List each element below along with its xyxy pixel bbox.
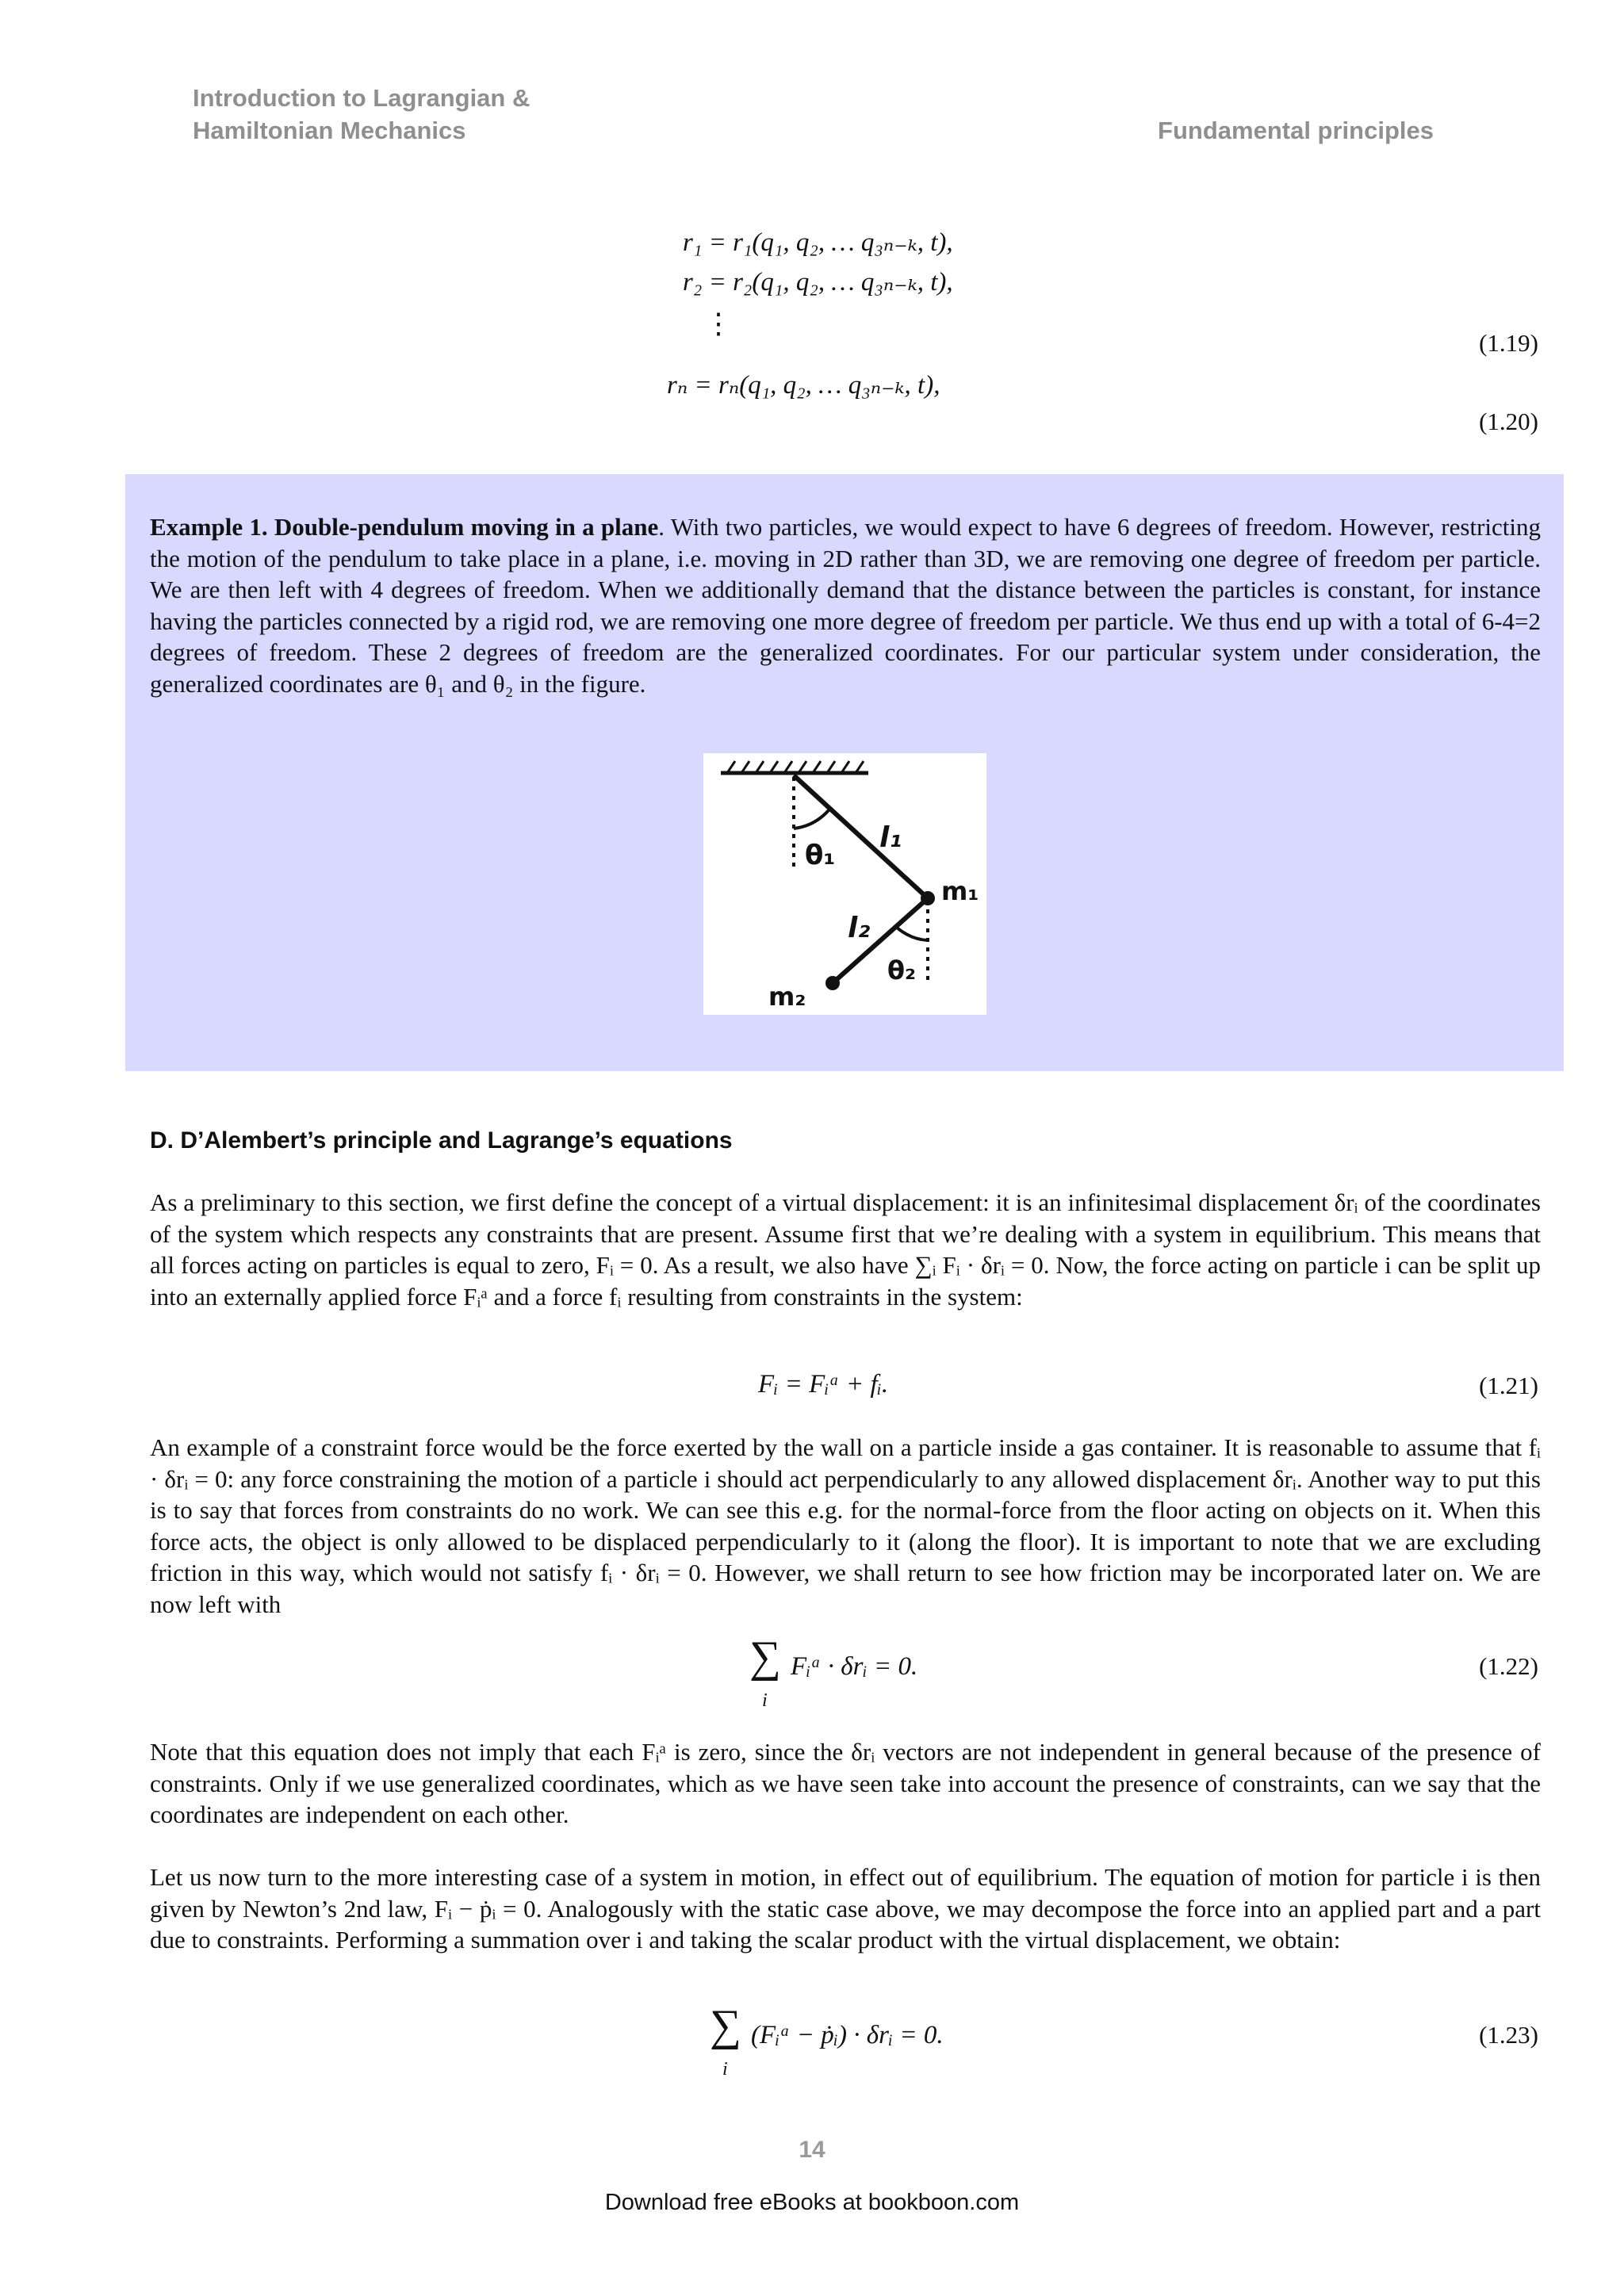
paragraph-virtual-displacement: As a preliminary to this section, we first define the concept of a virtual displacement: it is an infinitesimal displacement δrᵢ of the coordinates of the system which respects any constraints that are present. Assume first that we’re dealing with a system in equilibrium. This means that all forces acting on particles is equal to zero, Fᵢ = 0. As a result, we also have ∑ᵢ Fᵢ · δrᵢ = 0. Now, the force acting on particle i can be split up into an externally applied force Fᵢᵃ and a force fᵢ resulting from constraints in the system:: [150, 1188, 1541, 1311]
equation-number-1-20: (1.20): [1479, 408, 1538, 435]
summation-sign: ∑: [710, 2001, 741, 2050]
mass-2: [825, 976, 840, 990]
paragraph-system-in-motion: Let us now turn to the more interesting case of a system in motion, in effect out of equilibrium. The equation of motion for particle i is then given by Newton’s 2nd law, Fᵢ − ṗᵢ = 0. Analogously with the static case above, we may decompose the force into an applied part and a part due to constraints. Performing a summation over i and taking the scalar product with the virtual displacement, we obtain:: [150, 1863, 1541, 1954]
paragraph-constraint-force: An example of a constraint force would be the force exerted by the wall on a particle inside a gas container. It is reasonable to assume that fᵢ · δrᵢ = 0: any force constraining the motion of a particle i should act perpendicularly to any allowed displacement δrᵢ. Another way to put this is to say that forces from constraints do no work. We can see this e.g. for the normal-force from the floor acting on objects on it. When this force acts, the object is only allowed to be displaced perpendicularly to it (along the floor). It is important to note that we are excluding friction in this way, which would not satisfy fᵢ · δrᵢ = 0. However, we shall return to see how friction may be incorporated later on. We are now left with: [150, 1433, 1541, 1618]
example-text: . With two particles, we would expect to have 6 degrees of freedom. However, restricting the motion of the pendulum to take place in a plane, i.e. moving in 2D rather than 3D, we are removing one degree of freedom per particle. We are then left with 4 degrees of freedom. When we additionally demand that the distance between the particles is constant, for instance having the particles connected by a rigid rod, we are removing one more degree of freedom per particle. We thus end up with a total of 6-4=2 degrees of freedom. These 2 degrees of freedom are the generalized coordinates. For our particular system under consideration, the generalized coordinates are θ₁ and θ₂ in the figure.: [150, 513, 1541, 698]
book-title-line1: Introduction to Lagrangian &: [193, 84, 530, 112]
equation-1-23-body: (Fᵢᵃ − ṗᵢ) · δrᵢ = 0.: [751, 2021, 944, 2049]
paragraph-independence: Note that this equation does not imply that each Fᵢᵃ is zero, since the δrᵢ vectors are not independent in general because of the presence of constraints. Only if we use generalized coordinates, which as we have seen take into account the presence of constraints, can we say that the coordinates are independent on each other.: [150, 1738, 1541, 1828]
running-header-book-title: [193, 82, 530, 147]
running-header-chapter-title: Fundamental principles: [1158, 117, 1434, 144]
rod-1: [794, 775, 928, 898]
m1-label: m₁: [941, 876, 979, 906]
download-link[interactable]: Download free eBooks at bookboon.com: [604, 2190, 1020, 2215]
double-pendulum-diagram: [703, 753, 986, 1015]
equation-1-22-body: Fᵢᵃ · δrᵢ = 0.: [791, 1652, 918, 1681]
example-paragraph: [150, 511, 1541, 699]
equation-vdots: [704, 308, 733, 339]
summation-index: i: [722, 2059, 728, 2080]
double-pendulum-figure: [703, 753, 986, 1015]
theta2-label: θ₂: [887, 955, 916, 985]
l1-label: l₁: [879, 821, 902, 854]
theta1-arc: [794, 810, 829, 828]
equation-1-21: Fᵢ = Fᵢᵃ + fᵢ.: [758, 1370, 889, 1399]
mass-1: [921, 891, 935, 905]
l2-label: l₂: [848, 912, 871, 944]
equation-1-22: [749, 1632, 987, 1712]
section-heading: D. D’Alembert’s principle and Lagrange’s equations: [150, 1127, 733, 1154]
equation-number-1-19: (1.19): [1479, 329, 1538, 357]
vdots-glyph: ⋮: [704, 308, 733, 339]
equation-rN: rₙ = rₙ(q₁, q₂, … q₃ₙ₋ₖ, t),: [667, 371, 940, 400]
summation-index: i: [762, 1690, 768, 1711]
book-title-line2: Hamiltonian Mechanics: [193, 117, 466, 144]
page-number: 14: [799, 2137, 825, 2163]
equation-r2: r₂ = r₂(q₁, q₂, … q₃ₙ₋ₖ, t),: [683, 268, 953, 297]
summation-sign: ∑: [749, 1632, 781, 1682]
theta1-label: θ₁: [805, 840, 836, 871]
equation-number-1-21: (1.21): [1479, 1372, 1538, 1399]
equation-1-23: [710, 2001, 1027, 2081]
equation-number-1-22: (1.22): [1479, 1652, 1538, 1680]
example-label: Example 1. Double-pendulum moving in a plane: [150, 513, 659, 541]
theta2-arc: [897, 928, 928, 940]
m2-label: m₂: [768, 982, 806, 1012]
equation-number-1-23: (1.23): [1479, 2021, 1538, 2049]
equation-r1: r₁ = r₁(q₁, q₂, … q₃ₙ₋ₖ, t),: [683, 228, 953, 257]
